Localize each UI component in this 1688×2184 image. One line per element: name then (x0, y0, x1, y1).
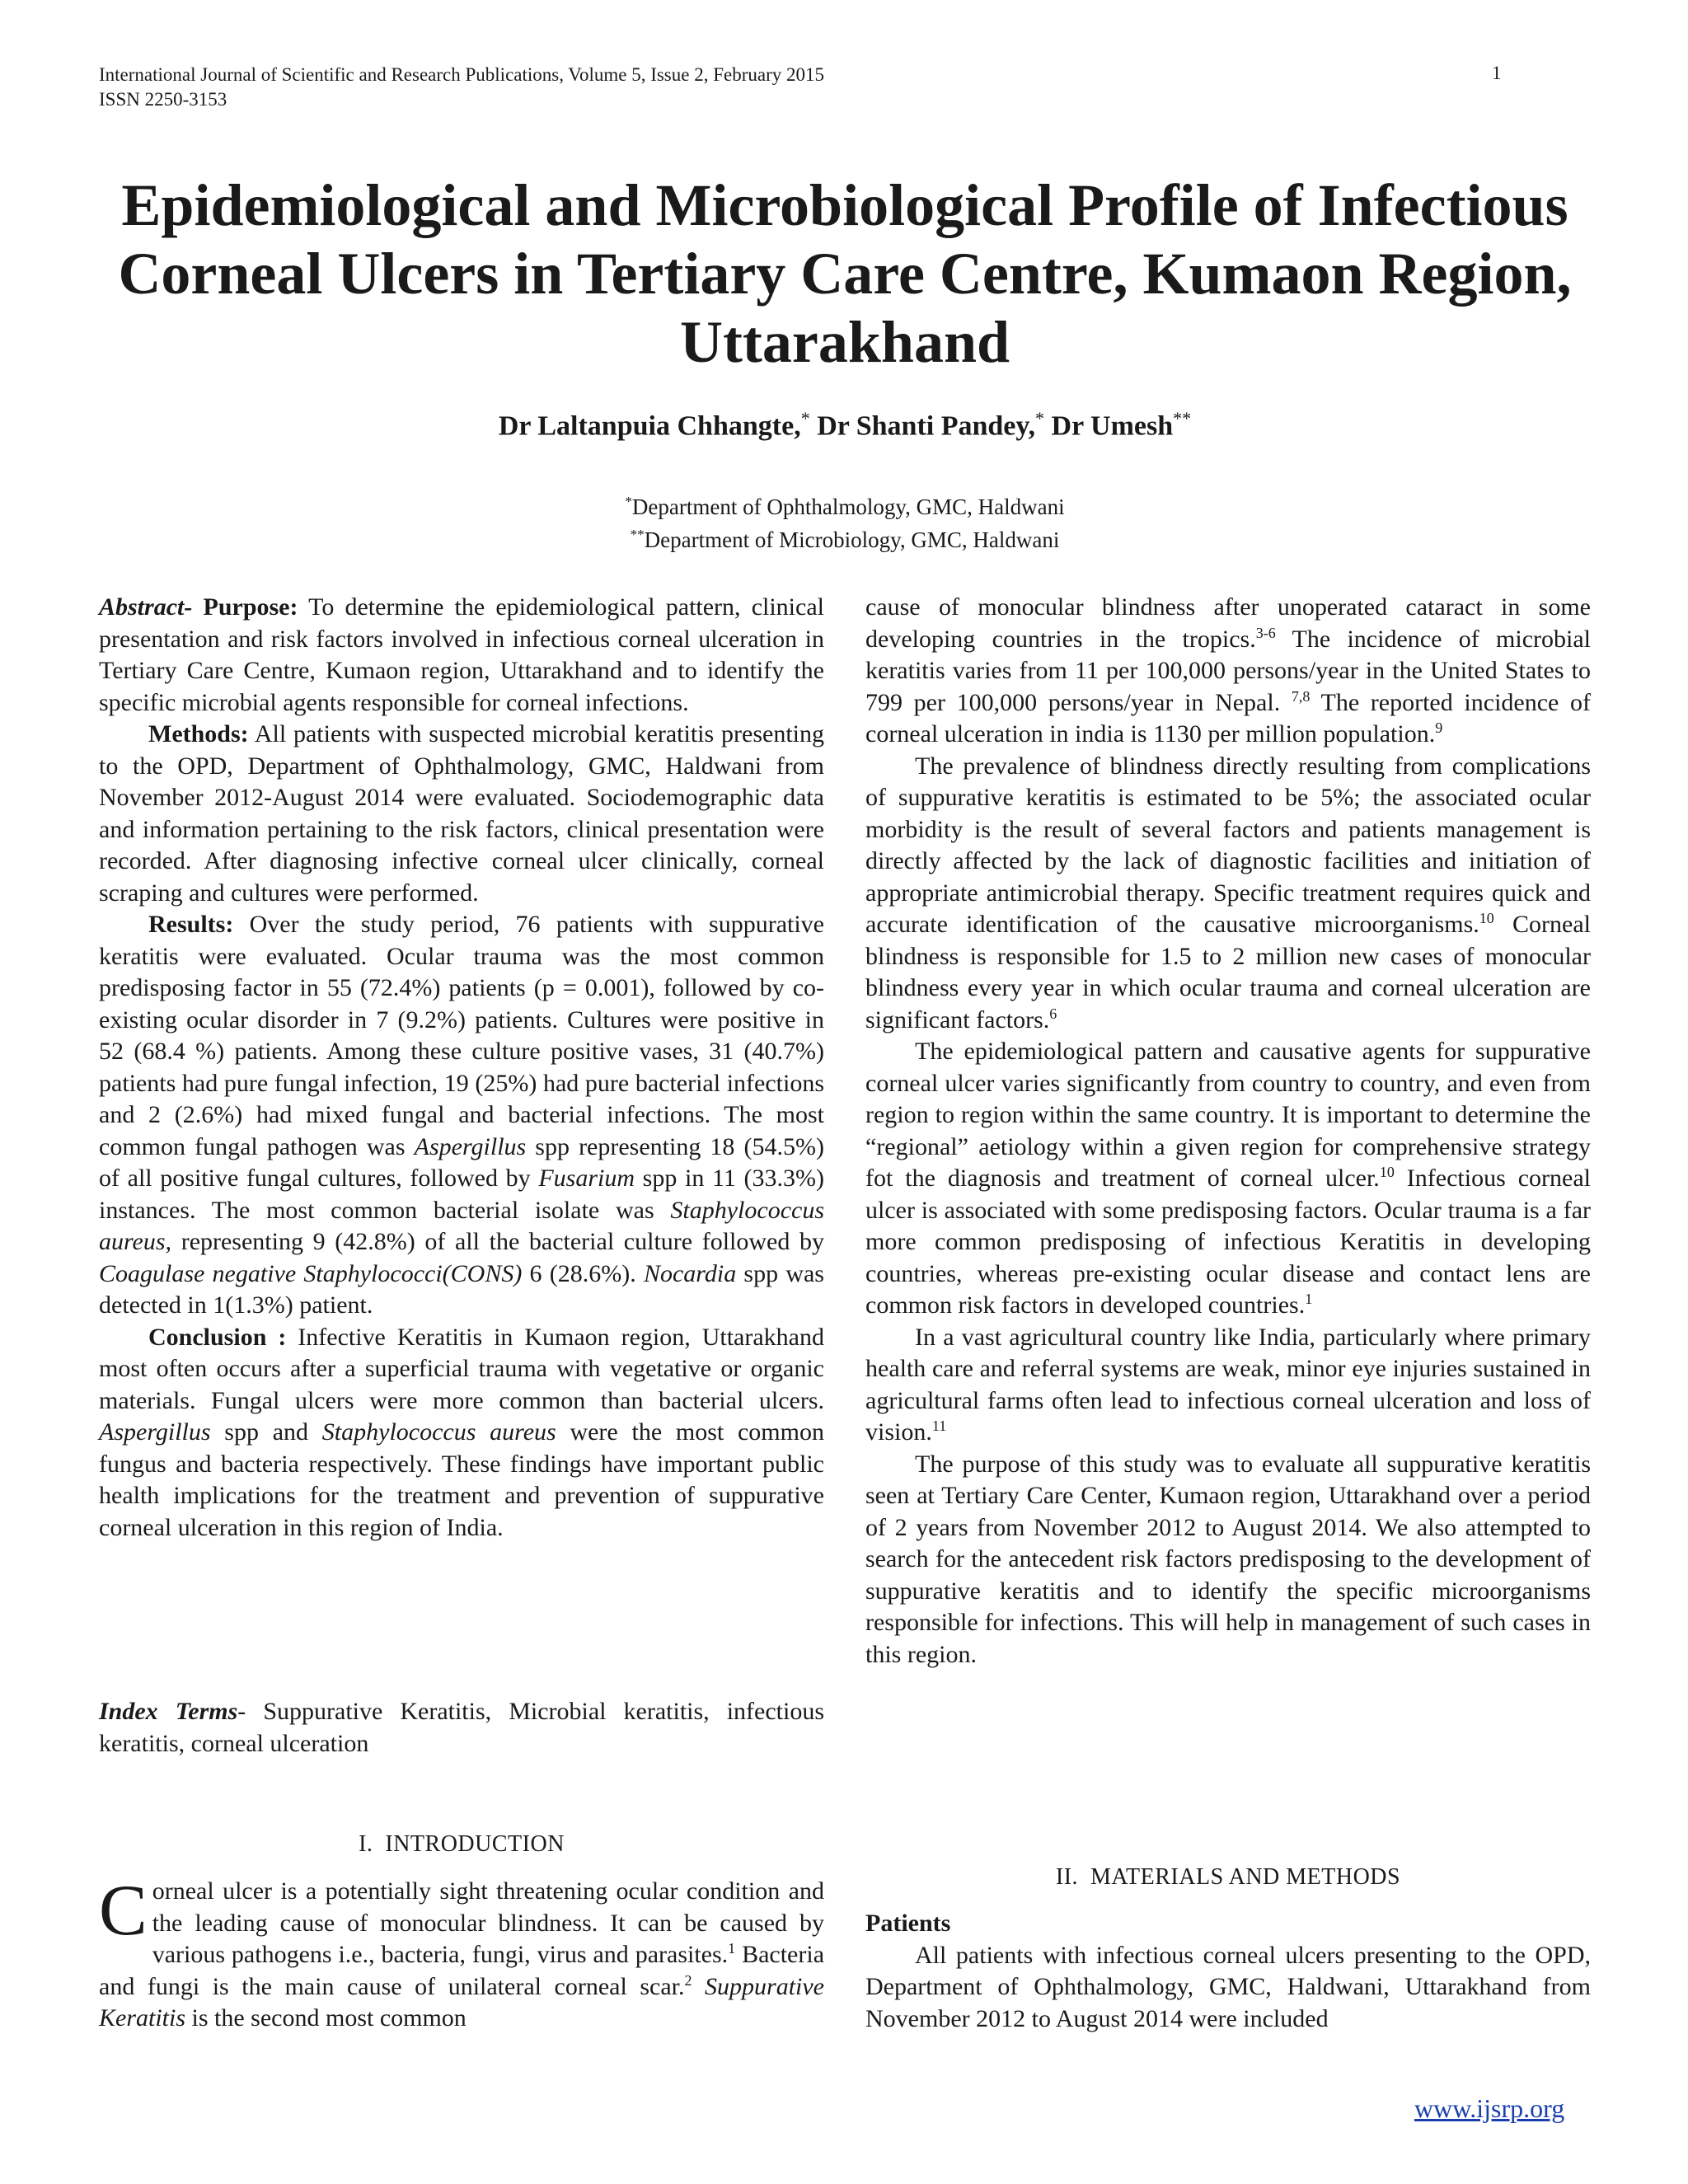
author-2: Dr Shanti Pandey, (809, 410, 1036, 442)
results-cons: Coagulase negative Staphylococci(CONS) (99, 1259, 523, 1287)
body-paragraph-1 (865, 592, 1591, 751)
affiliation-2-text: Department of Microbiology, GMC, Haldwani (644, 527, 1060, 552)
running-header (99, 63, 824, 112)
conclusion-staph: Staphylococcus aureus (321, 1418, 556, 1446)
intro-text-b: Bacteria and fungi is the main cause of unilateral corneal scar. (99, 1941, 825, 2000)
purpose-label: Purpose: (192, 593, 298, 621)
citation-ref: 1 (728, 1940, 736, 1957)
body-paragraph-2 (865, 751, 1591, 1037)
abstract (99, 592, 824, 1544)
intro-text-d: is the second most common (185, 2004, 467, 2032)
conclusion-label: Conclusion : (148, 1323, 287, 1351)
abstract-results (99, 909, 824, 1322)
author-1-mark: * (800, 408, 810, 429)
page-number: 1 (1492, 63, 1502, 83)
abstract-conclusion (99, 1322, 824, 1544)
affiliation-1-mark: * (625, 494, 632, 509)
results-label: Results: (148, 911, 234, 938)
materials-methods (865, 1908, 1591, 2035)
citation-ref: 3-6 (1255, 624, 1276, 641)
title-line-1: Epidemiological and Microbiological Profile of Infectious (121, 172, 1568, 238)
p1-text-b: The incidence of microbial keratitis varies from 11 per 100,000 persons/year in the United States to 799 per 100,000 persons/year in Nepal. (865, 625, 1592, 716)
title-line-3: Uttarakhand (679, 309, 1010, 375)
citation-ref: 10 (1479, 910, 1494, 926)
results-nocardia: Nocardia (643, 1259, 737, 1287)
citation-ref: 6 (1049, 1005, 1057, 1022)
results-text-b: spp representing 18 (54.5%) of all positive fungal cultures, followed by (99, 1132, 825, 1192)
results-text-c: spp in 11 (33.3%) instances. The most common bacterial isolate was (99, 1165, 824, 1224)
results-staph: Staphylococcus aureus, (99, 1196, 824, 1255)
index-terms-label: Index Terms (99, 1698, 238, 1725)
results-text-a: Over the study period, 76 patients with suppurative keratitis were evaluated. Ocular trauma was the most common predisposing factor in 55 (72.4%) patients (p = 0.001), followed by co-existing ocular disorder in 7 (9.2%) patients. Cultures were positive in 52 (68.4 %) patients. Among these culture positive vases, 31 (40.7%) patients had pure fungal infection, 19 (25%) had pure bacterial infections and 2 (2.6%) had mixed fungal and bacterial infections. The most common fungal pathogen was (99, 911, 824, 1160)
introduction-paragraph (99, 1871, 825, 2035)
p2-text-a: The prevalence of blindness directly resulting from complications of suppurative keratitis is estimated to be 5%; the associated ocular morbidity is the result of several factors and patients management is directly affected by the lack of diagnostic facilities and initiation of appropriate antimicrobial therapy. Specific treatment requires quick and accurate identification of the causative microorganisms. (865, 752, 1591, 938)
citation-ref: 7,8 (1291, 687, 1311, 705)
author-2-mark: * (1035, 408, 1045, 429)
results-text-e: 6 (28.6%). (522, 1259, 644, 1287)
journal-citation: International Journal of Scientific and Research Publications, Volume 5, Issue 2, February 2015 (99, 64, 824, 85)
intro-text-a: orneal ulcer is a potentially sight threatening ocular condition and the leading cause of monocular blindness. It can be caused by various pathogens i.e., bacteria, fungi, virus and parasites. (152, 1877, 824, 1968)
p1-text-a: cause of monocular blindness after unoperated cataract in some developing countries in the tropics. (865, 593, 1591, 653)
affiliation-1 (74, 488, 1615, 521)
conclusion-text-c: were the most common fungus and bacteria respectively. These findings have important public health implications for the treatment and prevention of suppurative corneal ulceration in this region of India. (99, 1418, 824, 1541)
body-paragraph-5: The purpose of this study was to evaluate all suppurative keratitis seen at Tertiary Care Center, Kumaon region, Uttarakhand over a period of 2 years from November 2012 to August 2014. We also attempted to search for the antecedent risk factors predisposing to the development of suppurative keratitis and to identify the specific microorganisms responsible for infections. This will help in management of such cases in this region. (865, 1450, 1591, 1668)
index-terms-dash: - (237, 1698, 246, 1725)
p1-text-c: The reported incidence of corneal ulceration in india is 1130 per million population. (865, 688, 1591, 748)
affiliation-2-mark: ** (630, 527, 645, 542)
conclusion-text-b: spp and (210, 1418, 322, 1446)
author-1: Dr Laltanpuia Chhangte, (498, 410, 801, 442)
journal-website-link[interactable]: www.ijsrp.org (1414, 2093, 1565, 2123)
body-paragraph-3 (865, 1036, 1591, 1322)
section-1-number: I. (359, 1831, 373, 1857)
results-fusarium: Fusarium (538, 1165, 635, 1192)
author-list (74, 408, 1615, 442)
section-2-number: II. (1055, 1864, 1079, 1890)
intro-italic: Suppurative Keratitis (99, 1972, 824, 2032)
title-line-2: Corneal Ulcers in Tertiary Care Centre, Kumaon Region, (118, 241, 1572, 307)
index-terms-text: Suppurative Keratitis, Microbial keratitis, infectious keratitis, corneal ulceration (99, 1698, 825, 1757)
abstract-purpose (99, 592, 824, 719)
section-1-title: INTRODUCTION (385, 1831, 565, 1857)
abstract-label: Abstract- (99, 593, 193, 621)
patients-subheading: Patients (865, 1910, 951, 1937)
patients-paragraph: All patients with infectious corneal ulcers presenting to the OPD, Department of Ophthalmology, GMC, Haldwani, Uttarakhand from November 2012 to August 2014 were included (865, 1941, 1591, 2032)
section-heading-materials-methods (865, 1864, 1591, 1891)
affiliations (74, 488, 1615, 554)
abstract-methods (99, 719, 824, 909)
citation-ref: 10 (1379, 1164, 1395, 1180)
p4-text-a: In a vast agricultural country like India, particularly where primary health care and referral systems are weak, minor eye injuries sustained in agricultural farms often lead to infectious corneal ulceration and loss of vision. (865, 1323, 1591, 1446)
drop-cap: C (99, 1871, 148, 1951)
results-text-f: spp was detected in 1(1.3%) patient. (99, 1259, 824, 1319)
p3-text-b: Infectious corneal ulcer is associated with some predisposing factors. Ocular trauma is a far more common predisposing of infectious Keratitis in developing countries, whereas pre-existing ocular disease and contact lens are common risk factors in developed countries. (865, 1165, 1591, 1319)
purpose-text: To determine the epidemiological pattern, clinical presentation and risk factors involved in infectious corneal ulceration in Tertiary Care Centre, Kumaon region, Uttarakhand and to identify the specific microbial agents responsible for corneal infections. (99, 593, 824, 716)
citation-ref: 2 (684, 1971, 692, 1989)
affiliation-2 (74, 521, 1615, 554)
affiliation-1-text: Department of Ophthalmology, GMC, Haldwani (631, 494, 1065, 519)
results-aspergillus: Aspergillus (414, 1132, 527, 1160)
author-3: Dr Umesh (1044, 410, 1174, 442)
conclusion-text-a: Infective Keratitis in Kumaon region, Uttarakhand most often occurs after a superficial trauma with vegetative or organic materials. Fungal ulcers were more common than bacterial ulcers. (99, 1323, 824, 1414)
section-heading-introduction (99, 1831, 824, 1858)
issn: ISSN 2250-3153 (99, 89, 227, 110)
body-paragraph-4 (865, 1322, 1591, 1449)
paper-title (74, 171, 1615, 377)
index-terms (99, 1696, 824, 1760)
right-column-body (865, 592, 1591, 1671)
p2-text-b: Corneal blindness is responsible for 1.5 to 2 million new cases of monocular blindness every year in which ocular trauma and corneal ulceration are significant factors. (865, 911, 1591, 1033)
citation-ref: 9 (1435, 719, 1443, 736)
citation-ref: 11 (931, 1418, 947, 1434)
results-text-d: representing 9 (42.8%) of all the bacterial culture followed by (171, 1228, 824, 1255)
citation-ref: 1 (1305, 1291, 1313, 1307)
conclusion-aspergillus: Aspergillus (99, 1418, 211, 1446)
author-3-mark: ** (1173, 408, 1192, 429)
section-2-title: MATERIALS AND METHODS (1090, 1864, 1401, 1890)
p3-text-a: The epidemiological pattern and causative agents for suppurative corneal ulcer varies significantly from country to country, and even from region to region within the same country. It is important to determine the “regional” aetiology within a given region for comprehensive strategy fot the diagnosis and treatment of corneal ulcer. (865, 1038, 1591, 1192)
methods-text: All patients with suspected microbial keratitis presenting to the OPD, Department of Ophthalmology, GMC, Haldwani from November 2012-August 2014 were evaluated. Sociodemographic data and information pertaining to the risk factors, clinical presentation were recorded. After diagnosing infective corneal ulcer clinically, corneal scraping and cultures were performed. (99, 720, 824, 907)
methods-label: Methods: (148, 720, 249, 748)
